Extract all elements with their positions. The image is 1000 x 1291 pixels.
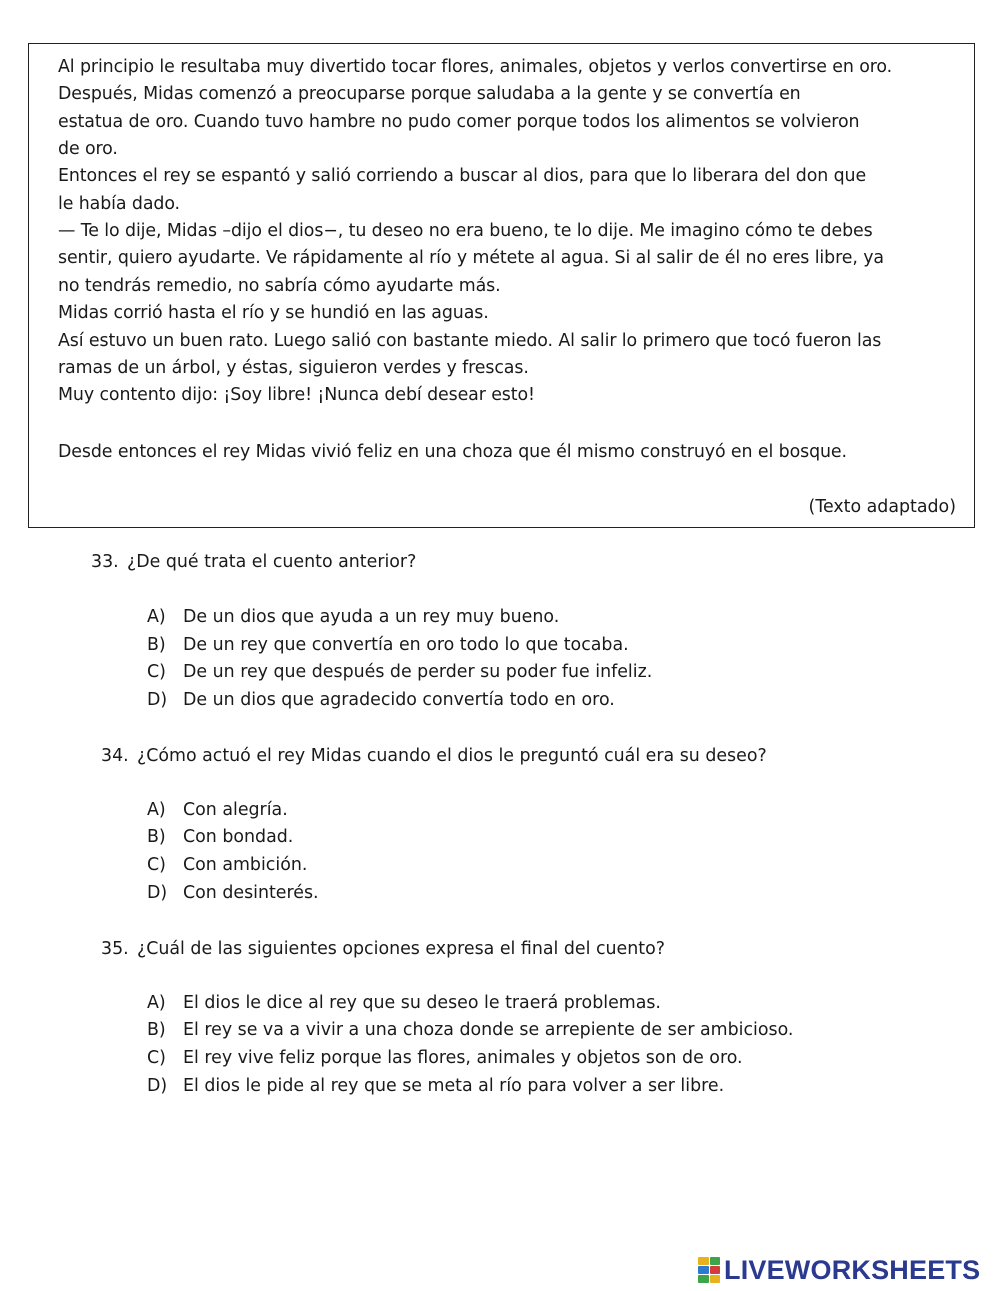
option-text: Con alegría.	[183, 800, 288, 820]
option-text: El dios le pide al rey que se meta al río para volver a ser libre.	[183, 1076, 725, 1096]
option-letter: B)	[147, 1020, 166, 1040]
story-line: le había dado.	[58, 194, 180, 214]
question-33-option-b[interactable]	[147, 634, 629, 656]
liveworksheets-brand	[698, 1255, 980, 1285]
option-text: De un dios que agradecido convertía todo en oro.	[183, 690, 615, 710]
option-text: Con desinterés.	[183, 883, 319, 903]
question-35-option-c[interactable]	[147, 1047, 743, 1069]
story-line: estatua de oro. Cuando tuvo hambre no pudo comer porque todos los alimentos se volvieron	[58, 112, 860, 132]
story-line: Así estuvo un buen rato. Luego salió con bastante miedo. Al salir lo primero que tocó fueron las	[58, 331, 882, 351]
story-line: sentir, quiero ayudarte. Ve rápidamente al río y métete al agua. Si al salir de él no eres libre, ya	[58, 248, 884, 268]
story-line: Desde entonces el rey Midas vivió feliz en una choza que él mismo construyó en el bosque.	[58, 442, 847, 462]
question-33-option-c[interactable]	[147, 661, 652, 683]
option-letter: D)	[147, 1076, 168, 1096]
story-line: Al principio le resultaba muy divertido tocar flores, animales, objetos y verlos convertirse en oro.	[58, 57, 893, 77]
option-text: Con ambición.	[183, 855, 308, 875]
question-number: 33.	[91, 552, 119, 572]
question-34-option-c[interactable]	[147, 854, 307, 876]
brand-text: LIVEWORKSHEETS	[724, 1254, 981, 1285]
question-33	[91, 551, 416, 573]
story-line: de oro.	[58, 139, 118, 159]
story-line: Midas corrió hasta el río y se hundió en las aguas.	[58, 303, 489, 323]
question-35-option-d[interactable]	[147, 1075, 724, 1097]
option-letter: A)	[147, 800, 166, 820]
option-letter: B)	[147, 635, 166, 655]
question-33-option-d[interactable]	[147, 689, 615, 711]
option-letter: A)	[147, 993, 166, 1013]
option-letter: C)	[147, 855, 166, 875]
story-line: Después, Midas comenzó a preocuparse porque saludaba a la gente y se convertía en	[58, 84, 801, 104]
option-text: El dios le dice al rey que su deseo le traerá problemas.	[183, 993, 661, 1013]
question-number: 35.	[101, 939, 129, 959]
option-letter: D)	[147, 883, 168, 903]
option-letter: A)	[147, 607, 166, 627]
question-text: ¿De qué trata el cuento anterior?	[127, 552, 417, 572]
option-letter: C)	[147, 662, 166, 682]
question-34	[101, 745, 767, 767]
story-source: (Texto adaptado)	[808, 497, 956, 517]
option-text: De un rey que convertía en oro todo lo que tocaba.	[183, 635, 629, 655]
option-text: Con bondad.	[183, 827, 294, 847]
story-line: Muy contento dijo: ¡Soy libre! ¡Nunca debí desear esto!	[58, 385, 535, 405]
option-letter: D)	[147, 690, 168, 710]
question-34-option-a[interactable]	[147, 799, 288, 821]
liveworksheets-logo-icon	[698, 1257, 720, 1283]
question-33-option-a[interactable]	[147, 606, 559, 628]
story-text-box	[28, 43, 975, 528]
option-text: El rey vive feliz porque las flores, animales y objetos son de oro.	[183, 1048, 743, 1068]
option-text: El rey se va a vivir a una choza donde se arrepiente de ser ambicioso.	[183, 1020, 794, 1040]
question-35-option-b[interactable]	[147, 1019, 793, 1041]
story-line: ramas de un árbol, y éstas, siguieron verdes y frescas.	[58, 358, 529, 378]
question-number: 34.	[101, 746, 129, 766]
story-line: — Te lo dije, Midas –dijo el dios−, tu deseo no era bueno, te lo dije. Me imagino cómo te debes	[58, 221, 873, 241]
question-text: ¿Cuál de las siguientes opciones expresa el final del cuento?	[137, 939, 665, 959]
story-line: Entonces el rey se espantó y salió corriendo a buscar al dios, para que lo liberara del don que	[58, 166, 867, 186]
question-34-option-b[interactable]	[147, 826, 293, 848]
question-35	[101, 938, 665, 960]
question-35-option-a[interactable]	[147, 992, 661, 1014]
question-34-option-d[interactable]	[147, 882, 319, 904]
story-line: no tendrás remedio, no sabría cómo ayudarte más.	[58, 276, 501, 296]
option-text: De un dios que ayuda a un rey muy bueno.	[183, 607, 560, 627]
option-text: De un rey que después de perder su poder fue infeliz.	[183, 662, 653, 682]
question-text: ¿Cómo actuó el rey Midas cuando el dios le preguntó cuál era su deseo?	[137, 746, 767, 766]
option-letter: C)	[147, 1048, 166, 1068]
option-letter: B)	[147, 827, 166, 847]
